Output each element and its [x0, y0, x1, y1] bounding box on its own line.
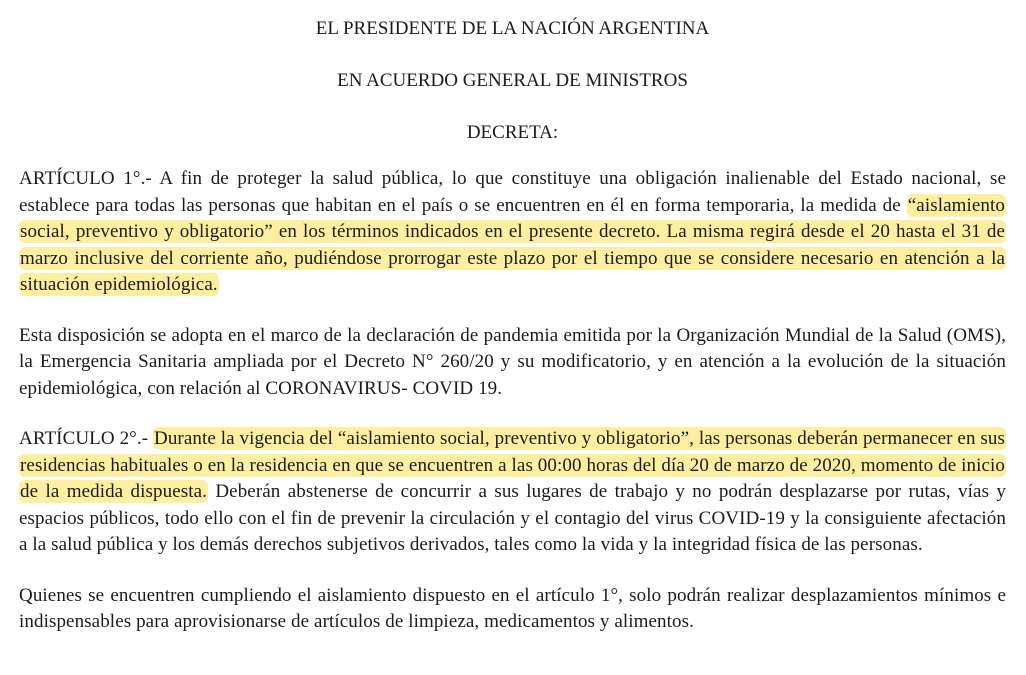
article-1-lead-text: ARTÍCULO 1°.- A fin de proteger la salud pública, lo que constituye una obligación inalienable del Estado nacional, se establece para todas las personas que habitan en el país o se encuentren en él en forma temporaria, la medida de	[19, 168, 1006, 216]
document-heading-decreta: DECRETA:	[466, 122, 559, 143]
article-1-highlighted-text: “aislamiento social, preventivo y obligatorio” en los términos indicados en el presente decreto. La misma regirá desde el 20 hasta el 31 de marzo inclusive del corriente año, pudiéndose prorrogar este plazo por el tiempo que se considere necesario en atención a la situación epidemiológica.	[20, 194, 1005, 295]
article-2-rest-text: Deberán abstenerse de concurrir a sus lugares de trabajo y no podrán desplazarse por rutas, vías y espacios públicos, todo ello con el fin de prevenir la circulación y el contagio del virus COVID-19 y la consiguiente afectación a la salud pública y los demás derechos subjetivos derivados, tales como la vida y la integridad física de las personas.	[19, 481, 1006, 555]
pandemic-context-paragraph: Esta disposición se adopta en el marco de la declaración de pandemia emitida por la Organización Mundial de la Salud (OMS), la Emergencia Sanitaria ampliada por el Decreto N° 260/20 y su modificatorio, y en atención a la evolución de la situación epidemiológica, con relación al CORONAVIRUS- COVID 19.	[19, 324, 1006, 399]
exceptions-paragraph: Quienes se encuentren cumpliendo el aislamiento dispuesto en el artículo 1°, solo podrán realizar desplazamientos mínimos e indispensables para aprovisionarse de artículos de limpieza, medicamentos y alimentos.	[19, 584, 1006, 632]
document-heading-president: EL PRESIDENTE DE LA NACIÓN ARGENTINA	[315, 18, 710, 39]
article-2-highlighted-text: Durante la vigencia del “aislamiento social, preventivo y obligatorio”, las personas deberán permanecer en sus residencias habituales o en la residencia en que se encuentren a las 00:00 horas del día 20 de marzo de 2020, momento de inicio de la medida dispuesta.	[20, 428, 1006, 502]
article-1-paragraph	[19, 166, 1006, 299]
document-heading-ministers: EN ACUERDO GENERAL DE MINISTROS	[337, 70, 688, 91]
article-2-lead-text: ARTÍCULO 2°.-	[19, 428, 153, 449]
article-2-paragraph	[19, 426, 1006, 559]
